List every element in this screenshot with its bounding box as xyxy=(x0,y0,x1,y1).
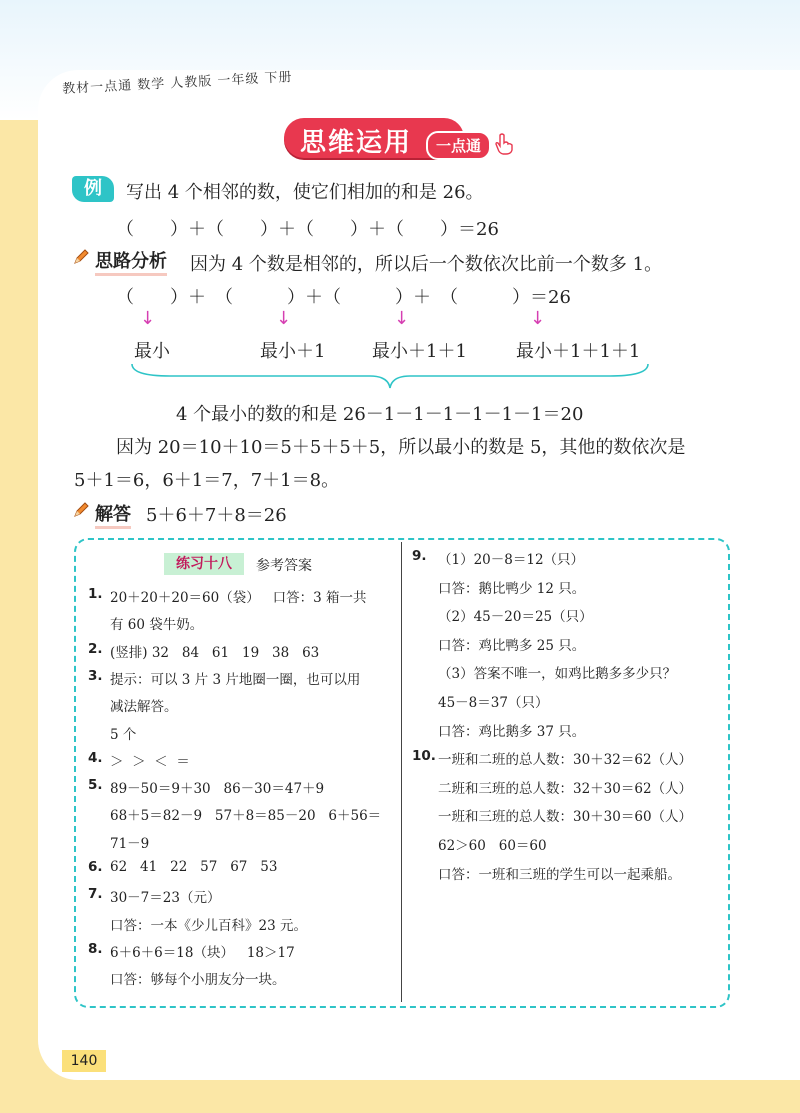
answer-line: 6＋6＋6＝18（块） 18＞17 xyxy=(110,944,295,961)
answer-number: 6. xyxy=(88,859,103,875)
down-arrow-icon: ↓ xyxy=(394,308,410,329)
answer-line: 62＞60 60＝60 xyxy=(438,838,547,854)
answer-line: 5 个 xyxy=(110,726,137,743)
term-4: 最小＋1＋1＋1 xyxy=(516,341,641,362)
answer-line: 口答：一本《少儿百科》23 元。 xyxy=(110,917,307,934)
answer-box xyxy=(74,538,730,1008)
pencil-icon xyxy=(72,248,90,266)
banner-subtitle: 一点通 xyxy=(426,131,491,160)
answer-number: 5. xyxy=(88,777,103,794)
answer-line: 89－50＝9＋30 86－30＝47＋9 xyxy=(110,781,325,798)
page-number: 140 xyxy=(62,1050,106,1072)
example-blanks: （ ）＋（ ）＋（ ）＋（ ）＝26 xyxy=(116,219,499,240)
analysis-blanks: （ ）＋ （ ）＋（ ）＋ （ ）＝26 xyxy=(116,287,571,308)
answer-line: 口答：鸡比鹅多 37 只。 xyxy=(438,723,586,740)
down-arrow-icon: ↓ xyxy=(276,308,292,329)
answer-line: 一班和二班的总人数：30＋32＝62（人） xyxy=(438,752,693,769)
reason-line-2: 5＋1＝6，6＋1＝7，7＋1＝8。 xyxy=(74,470,340,491)
exercise-title-suffix: 参考答案 xyxy=(256,558,312,574)
answer-line: 减法解答。 xyxy=(110,699,178,716)
answer-line: 62 41 22 57 67 53 xyxy=(110,859,278,875)
term-2: 最小＋1 xyxy=(260,341,326,362)
banner-title: 思维运用 xyxy=(300,128,413,158)
pointing-hand-icon xyxy=(494,133,514,155)
example-badge: 例 xyxy=(72,176,114,202)
answer-line: ＞ ＞ ＜ ＝ xyxy=(110,753,190,770)
solution-text: 5＋6＋7＋8＝26 xyxy=(146,505,287,526)
column-divider xyxy=(401,542,402,1002)
answer-number: 9. xyxy=(412,548,427,564)
answer-line: 提示：可以 3 片 3 片地圈一圈，也可以用 xyxy=(110,671,361,688)
down-arrow-icon: ↓ xyxy=(140,308,156,329)
answer-line: (竖排) 32 84 61 19 38 63 xyxy=(110,644,320,661)
answer-line: 45－8＝37（只） xyxy=(438,695,549,711)
analysis-label: 思路分析 xyxy=(95,247,167,276)
answer-line: 一班和三班的总人数：30＋30＝60（人） xyxy=(438,809,693,826)
answer-line: 口答：鹅比鸭少 12 只。 xyxy=(438,580,586,597)
answer-line: 口答：够每个小朋友分一块。 xyxy=(110,972,286,989)
term-3: 最小＋1＋1 xyxy=(372,341,467,362)
answer-line: 30－7＝23（元） xyxy=(110,890,221,907)
answer-number: 8. xyxy=(88,940,103,957)
book-title: 教材一点通 数学 人教版 一年级 下册 xyxy=(61,69,293,98)
answer-number: 1. xyxy=(88,586,103,602)
answer-line: 口答：鸡比鸭多 25 只。 xyxy=(438,637,586,654)
answer-number: 4. xyxy=(88,749,103,766)
exercise-title: 练习十八 xyxy=(164,553,244,575)
answer-number: 3. xyxy=(88,667,103,684)
sum-line: 4 个最小的数的和是 26－1－1－1－1－1－1＝20 xyxy=(176,404,584,425)
answer-line: （1）20－8＝12（只） xyxy=(438,552,585,568)
down-arrow-icon: ↓ xyxy=(530,308,546,329)
answer-line: 二班和三班的总人数：32＋30＝62（人） xyxy=(438,780,693,797)
solution-label: 解答 xyxy=(95,500,131,529)
answer-line: 68＋5＝82－9 57＋8＝85－20 6＋56＝ xyxy=(110,808,382,825)
answer-line: （2）45－20＝25（只） xyxy=(438,609,593,626)
curly-brace xyxy=(130,362,650,392)
reason-line-1: 因为 20＝10＋10＝5＋5＋5＋5，所以最小的数是 5，其他的数依次是 xyxy=(116,437,686,458)
answer-number: 10. xyxy=(412,748,436,765)
analysis-text: 因为 4 个数是相邻的，所以后一个数依次比前一个数多 1。 xyxy=(190,254,663,275)
answer-line: （3）答案不唯一，如鸡比鹅多多少只？ xyxy=(438,666,677,683)
answer-line: 71－9 xyxy=(110,835,150,852)
answer-line: 20＋20＋20＝60（袋） 口答：3 箱一共 xyxy=(110,590,367,606)
example-question: 写出 4 个相邻的数，使它们相加的和是 26。 xyxy=(126,182,484,203)
answer-line: 有 60 袋牛奶。 xyxy=(110,617,204,634)
term-1: 最小 xyxy=(134,341,170,362)
answer-number: 2. xyxy=(88,640,103,657)
answer-number: 7. xyxy=(88,886,103,903)
pencil-icon xyxy=(72,501,90,519)
answer-line: 口答：一班和三班的学生可以一起乘船。 xyxy=(438,866,681,883)
